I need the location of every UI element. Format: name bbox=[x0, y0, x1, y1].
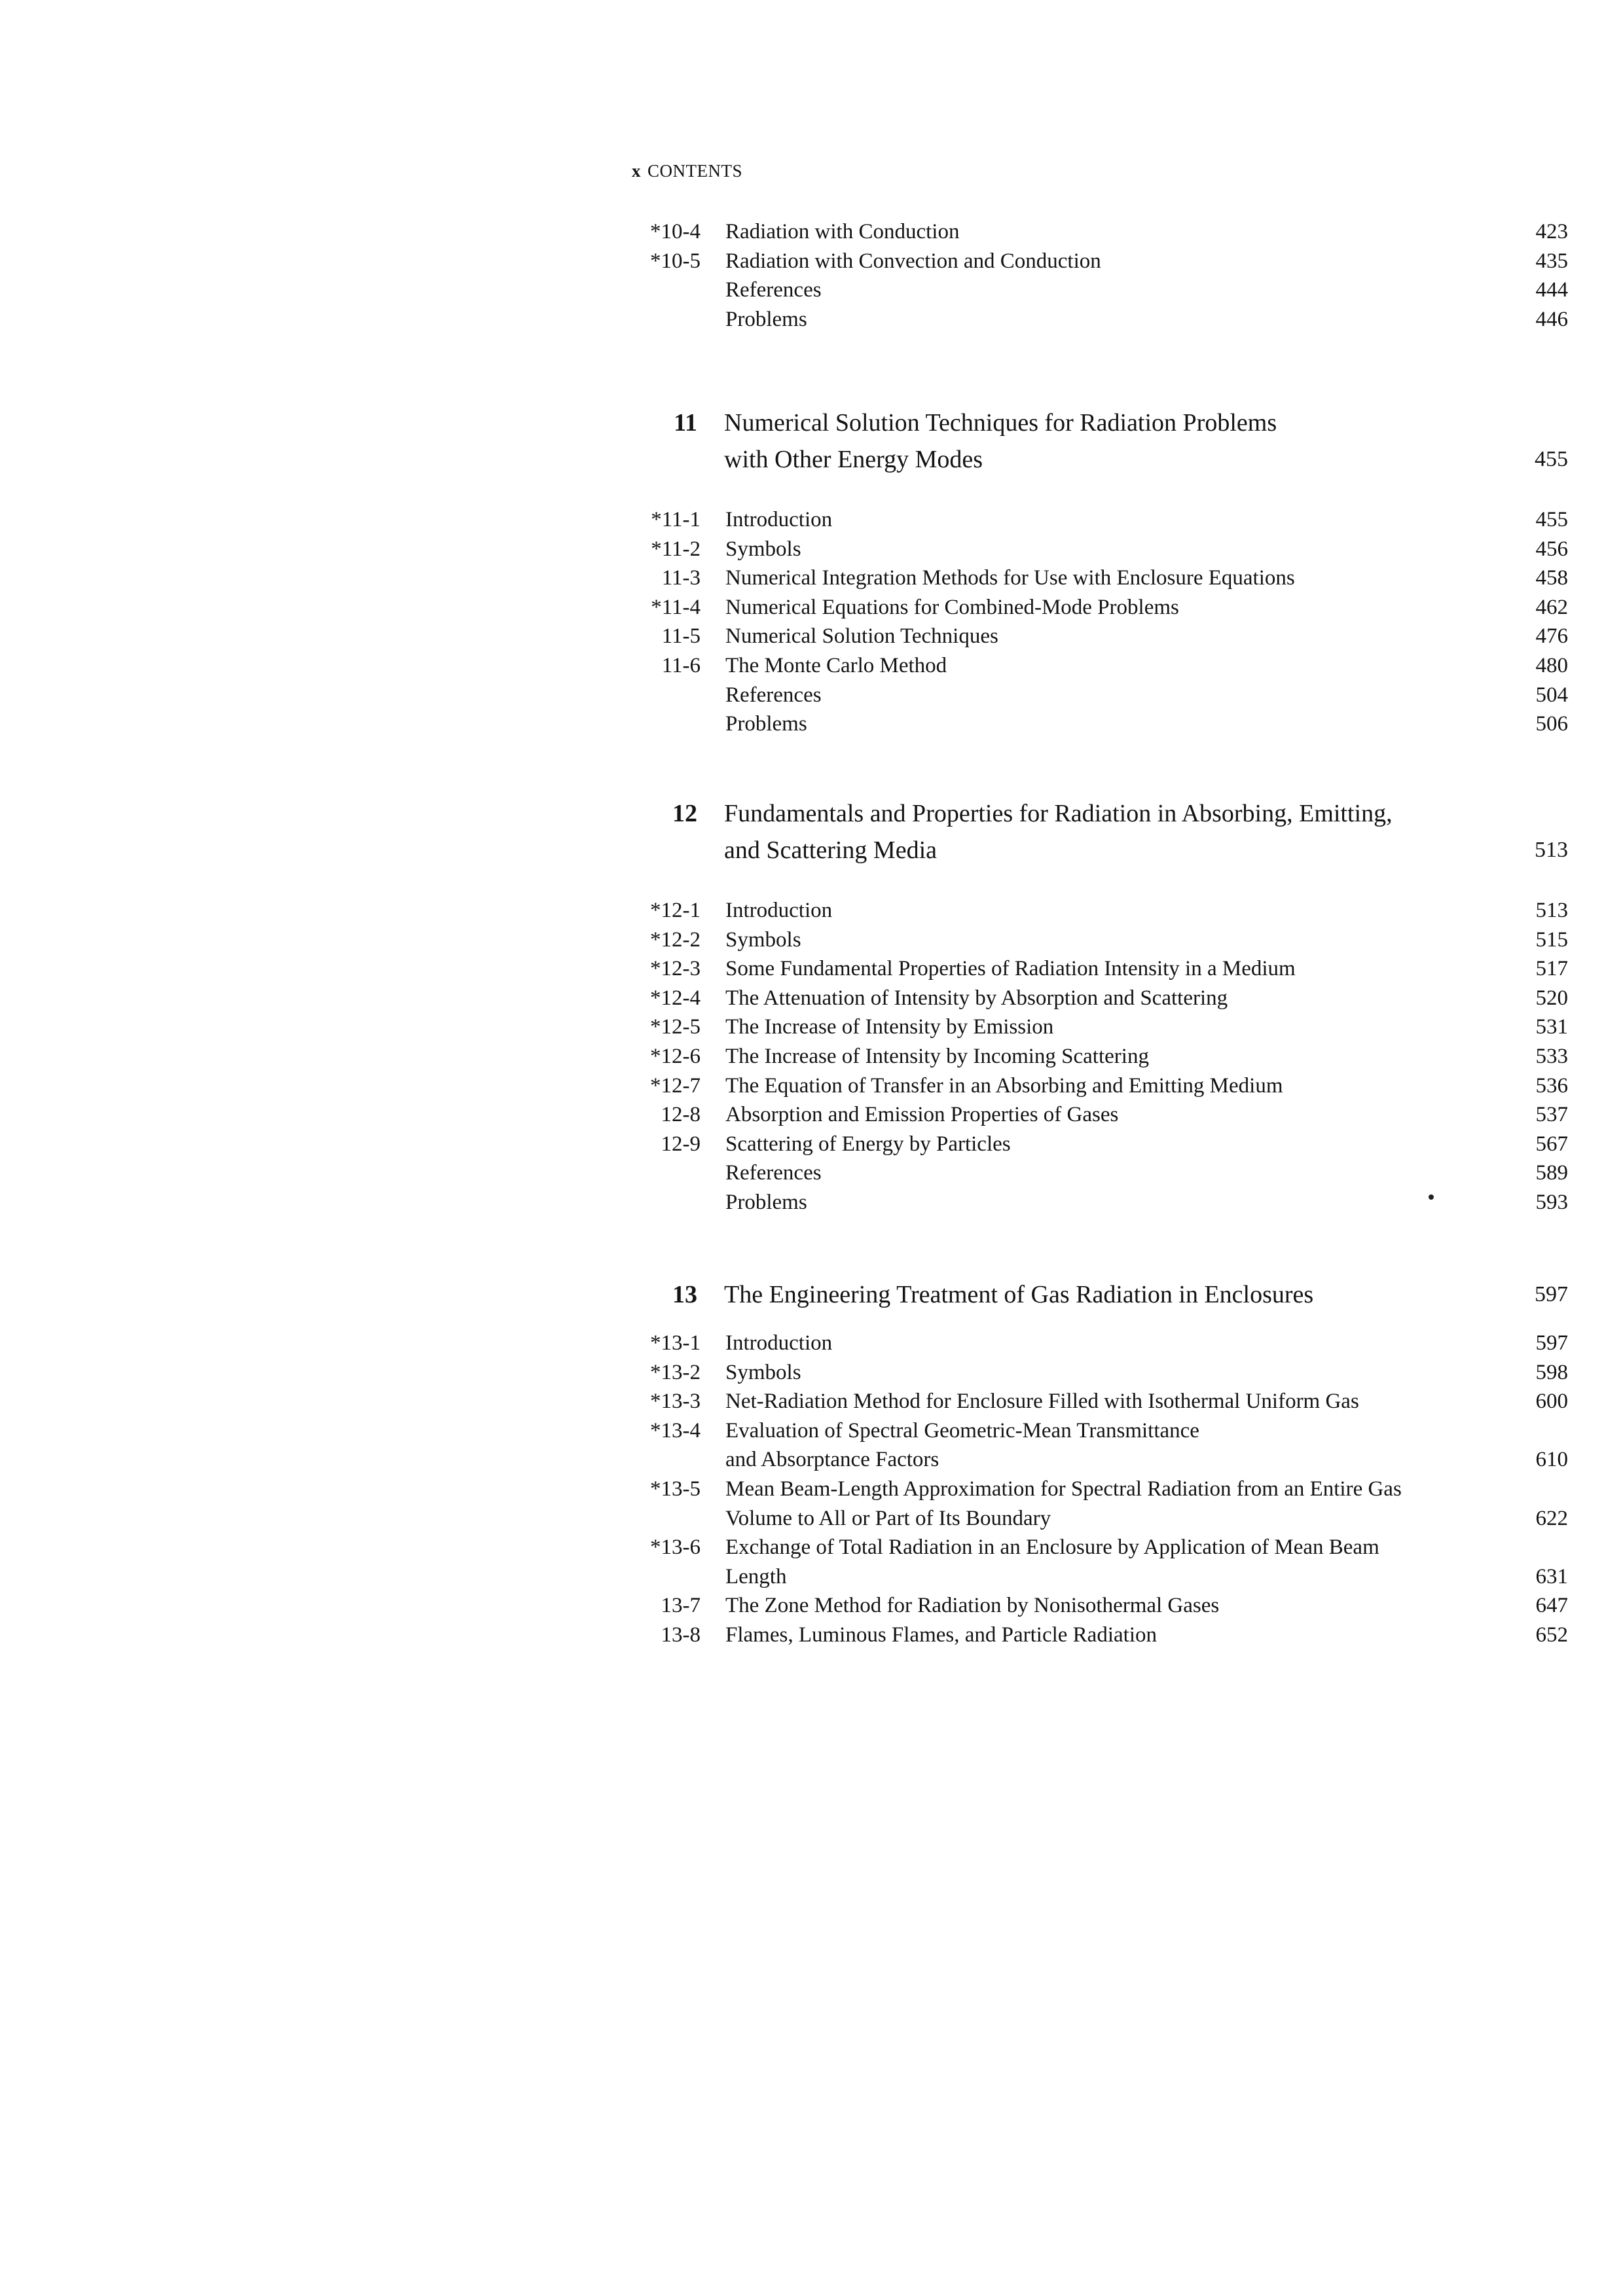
toc-entry[interactable] bbox=[0, 276, 1623, 305]
section-page: 531 bbox=[1535, 1015, 1568, 1039]
stray-dot-mark bbox=[1429, 1194, 1434, 1200]
section-page: 456 bbox=[1535, 537, 1568, 561]
section-title: Radiation with Conduction bbox=[725, 220, 960, 243]
section-number: 13-8 bbox=[661, 1623, 701, 1647]
section-title: Introduction bbox=[725, 899, 833, 922]
toc-entry[interactable] bbox=[0, 622, 1623, 651]
chapter-number: 11 bbox=[674, 409, 697, 437]
running-head bbox=[632, 161, 742, 181]
section-title: Absorption and Emission Properties of Gases bbox=[725, 1103, 1119, 1127]
section-page: 504 bbox=[1535, 683, 1568, 707]
chapter-title-line: The Engineering Treatment of Gas Radiation in Enclosures bbox=[724, 1281, 1314, 1308]
section-page: 652 bbox=[1535, 1623, 1568, 1647]
section-title: Flames, Luminous Flames, and Particle Radiation bbox=[725, 1623, 1157, 1647]
chapter-title bbox=[724, 1276, 1484, 1313]
section-title: Problems bbox=[725, 1190, 807, 1214]
section-page: 537 bbox=[1535, 1103, 1568, 1127]
section-title-line: Evaluation of Spectral Geometric-Mean Transmittance bbox=[725, 1418, 1199, 1443]
toc-entry[interactable] bbox=[0, 564, 1623, 593]
section-page: 517 bbox=[1535, 957, 1568, 981]
section-page: 476 bbox=[1535, 624, 1568, 649]
section-page: 610 bbox=[1535, 1448, 1568, 1472]
toc-entry[interactable] bbox=[0, 954, 1623, 984]
running-head-label: CONTENTS bbox=[647, 161, 742, 181]
section-page: 446 bbox=[1535, 307, 1568, 331]
section-number: *11-2 bbox=[651, 537, 701, 561]
section-page: 593 bbox=[1535, 1190, 1568, 1214]
section-title: Some Fundamental Properties of Radiation Intensity in a Medium bbox=[725, 957, 1296, 981]
toc-entry[interactable] bbox=[0, 1130, 1623, 1159]
chapter-page: 597 bbox=[1535, 1282, 1568, 1306]
section-page: 458 bbox=[1535, 566, 1568, 590]
chapter-title bbox=[724, 404, 1484, 478]
section-title: Radiation with Convection and Conduction bbox=[725, 249, 1101, 273]
chapter-13 bbox=[0, 1276, 1623, 1650]
section-number: *12-3 bbox=[650, 957, 701, 981]
section-page: 647 bbox=[1535, 1594, 1568, 1618]
section-title: Scattering of Energy by Particles bbox=[725, 1132, 1011, 1156]
toc-entry[interactable] bbox=[0, 1042, 1623, 1071]
section-number: *11-4 bbox=[651, 595, 701, 619]
section-title: Introduction bbox=[725, 508, 833, 531]
section-title: Numerical Equations for Combined-Mode Problems bbox=[725, 595, 1179, 619]
toc-entry[interactable] bbox=[0, 1416, 1623, 1475]
section-page: 520 bbox=[1535, 986, 1568, 1010]
chapter-number: 13 bbox=[672, 1281, 697, 1308]
section-number: *13-4 bbox=[650, 1418, 701, 1443]
section-page: 515 bbox=[1535, 927, 1568, 952]
toc-entry[interactable] bbox=[0, 1158, 1623, 1188]
section-title-line: Length bbox=[725, 1564, 787, 1588]
toc-entry[interactable] bbox=[0, 1591, 1623, 1621]
toc-entry[interactable] bbox=[0, 1329, 1623, 1358]
section-page: 567 bbox=[1535, 1132, 1568, 1156]
toc-entry[interactable] bbox=[0, 1387, 1623, 1416]
section-title-line: and Absorptance Factors bbox=[725, 1448, 939, 1472]
section-number: 12-9 bbox=[661, 1132, 701, 1156]
chapter-title-line: Fundamentals and Properties for Radiation in Absorbing, Emitting, bbox=[724, 800, 1393, 827]
chapter-heading[interactable] bbox=[0, 1276, 1623, 1329]
section-number: *12-5 bbox=[650, 1015, 701, 1039]
page-number: x bbox=[632, 161, 641, 181]
toc-entry[interactable] bbox=[0, 1358, 1623, 1388]
toc-entry[interactable] bbox=[0, 1013, 1623, 1042]
chapter-heading[interactable] bbox=[0, 404, 1623, 505]
section-number: *12-2 bbox=[650, 927, 701, 952]
section-number: *12-4 bbox=[650, 986, 701, 1010]
section-number: 11-6 bbox=[661, 653, 701, 677]
toc-entry[interactable] bbox=[0, 1475, 1623, 1533]
section-title: Symbols bbox=[725, 927, 801, 952]
toc-entry[interactable] bbox=[0, 651, 1623, 681]
toc-entry[interactable] bbox=[0, 925, 1623, 955]
toc-entry[interactable] bbox=[0, 709, 1623, 739]
section-title: The Monte Carlo Method bbox=[725, 653, 947, 677]
section-page: 533 bbox=[1535, 1044, 1568, 1068]
section-title bbox=[725, 1533, 1524, 1591]
section-number: *12-1 bbox=[650, 899, 701, 922]
section-number: *12-7 bbox=[650, 1073, 701, 1098]
section-page: 423 bbox=[1535, 220, 1568, 243]
section-page: 598 bbox=[1535, 1360, 1568, 1384]
toc-entry[interactable] bbox=[0, 896, 1623, 925]
section-title-line: Mean Beam-Length Approximation for Spectral Radiation from an Entire Gas bbox=[725, 1477, 1402, 1501]
section-page: 455 bbox=[1535, 508, 1568, 531]
section-page: 589 bbox=[1535, 1161, 1568, 1185]
section-number: 11-5 bbox=[661, 624, 701, 649]
section-page: 600 bbox=[1535, 1390, 1568, 1414]
chapter-heading[interactable] bbox=[0, 795, 1623, 896]
section-page: 631 bbox=[1535, 1564, 1568, 1588]
chapter-11 bbox=[0, 404, 1623, 739]
toc-entry[interactable] bbox=[0, 1533, 1623, 1591]
section-number: *13-5 bbox=[650, 1477, 701, 1501]
chapter-12 bbox=[0, 795, 1623, 1217]
toc-entry[interactable] bbox=[0, 247, 1623, 276]
chapter-title-line: and Scattering Media bbox=[724, 836, 938, 864]
section-page: 462 bbox=[1535, 595, 1568, 619]
section-page: 444 bbox=[1535, 278, 1568, 302]
section-title: References bbox=[725, 1161, 822, 1185]
toc-entry[interactable] bbox=[0, 1188, 1623, 1217]
section-title: Numerical Solution Techniques bbox=[725, 624, 998, 649]
chapter-page: 455 bbox=[1535, 447, 1568, 471]
section-number: 12-8 bbox=[661, 1103, 701, 1127]
section-page: 480 bbox=[1535, 653, 1568, 677]
toc-entry[interactable] bbox=[0, 1100, 1623, 1130]
toc-entry[interactable] bbox=[0, 1621, 1623, 1650]
section-title: The Attenuation of Intensity by Absorption and Scattering bbox=[725, 986, 1228, 1010]
section-number: *10-4 bbox=[650, 220, 701, 243]
chapter-page: 513 bbox=[1535, 838, 1568, 862]
toc-entry[interactable] bbox=[0, 217, 1623, 247]
toc-entry[interactable] bbox=[0, 1071, 1623, 1101]
section-title: The Increase of Intensity by Emission bbox=[725, 1015, 1054, 1039]
chapter-title-line: Numerical Solution Techniques for Radiation Problems bbox=[724, 409, 1277, 437]
section-title: Numerical Integration Methods for Use with Enclosure Equations bbox=[725, 566, 1295, 590]
section-page: 597 bbox=[1535, 1331, 1568, 1355]
section-title: Introduction bbox=[725, 1331, 833, 1355]
toc-entry[interactable] bbox=[0, 984, 1623, 1013]
section-page: 622 bbox=[1535, 1506, 1568, 1530]
section-number: *10-5 bbox=[650, 249, 701, 273]
section-title bbox=[725, 1416, 1524, 1475]
section-title bbox=[725, 1475, 1524, 1533]
toc-entry[interactable] bbox=[0, 505, 1623, 535]
section-title-line: Volume to All or Part of Its Boundary bbox=[725, 1506, 1051, 1530]
section-number: 13-7 bbox=[661, 1594, 701, 1618]
section-title: The Increase of Intensity by Incoming Scattering bbox=[725, 1044, 1149, 1068]
section-title: The Zone Method for Radiation by Nonisothermal Gases bbox=[725, 1594, 1220, 1618]
section-title: References bbox=[725, 278, 822, 302]
chapter-10-continued bbox=[0, 217, 1623, 334]
section-title: Net-Radiation Method for Enclosure Filled with Isothermal Uniform Gas bbox=[725, 1390, 1359, 1414]
chapter-title bbox=[724, 795, 1484, 869]
section-page: 506 bbox=[1535, 712, 1568, 736]
section-number: *13-2 bbox=[650, 1360, 701, 1384]
section-title: The Equation of Transfer in an Absorbing and Emitting Medium bbox=[725, 1073, 1283, 1098]
section-number: *13-3 bbox=[650, 1390, 701, 1414]
section-title: Problems bbox=[725, 307, 807, 331]
toc-entry[interactable] bbox=[0, 535, 1623, 564]
section-page: 435 bbox=[1535, 249, 1568, 273]
toc-entry[interactable] bbox=[0, 593, 1623, 622]
section-number: 11-3 bbox=[661, 566, 701, 590]
toc-entry[interactable] bbox=[0, 305, 1623, 334]
chapter-title-line: with Other Energy Modes bbox=[724, 446, 983, 473]
section-page: 513 bbox=[1535, 899, 1568, 922]
section-page: 536 bbox=[1535, 1073, 1568, 1098]
section-title: Symbols bbox=[725, 1360, 801, 1384]
section-number: *13-6 bbox=[650, 1535, 701, 1560]
section-number: *13-1 bbox=[650, 1331, 701, 1355]
section-title-line: Exchange of Total Radiation in an Enclosure by Application of Mean Beam bbox=[725, 1535, 1379, 1560]
toc-entry[interactable] bbox=[0, 681, 1623, 710]
section-title: Symbols bbox=[725, 537, 801, 561]
section-title: References bbox=[725, 683, 822, 707]
section-title: Problems bbox=[725, 712, 807, 736]
section-number: *11-1 bbox=[651, 508, 701, 531]
section-number: *12-6 bbox=[650, 1044, 701, 1068]
chapter-number: 12 bbox=[672, 800, 697, 827]
